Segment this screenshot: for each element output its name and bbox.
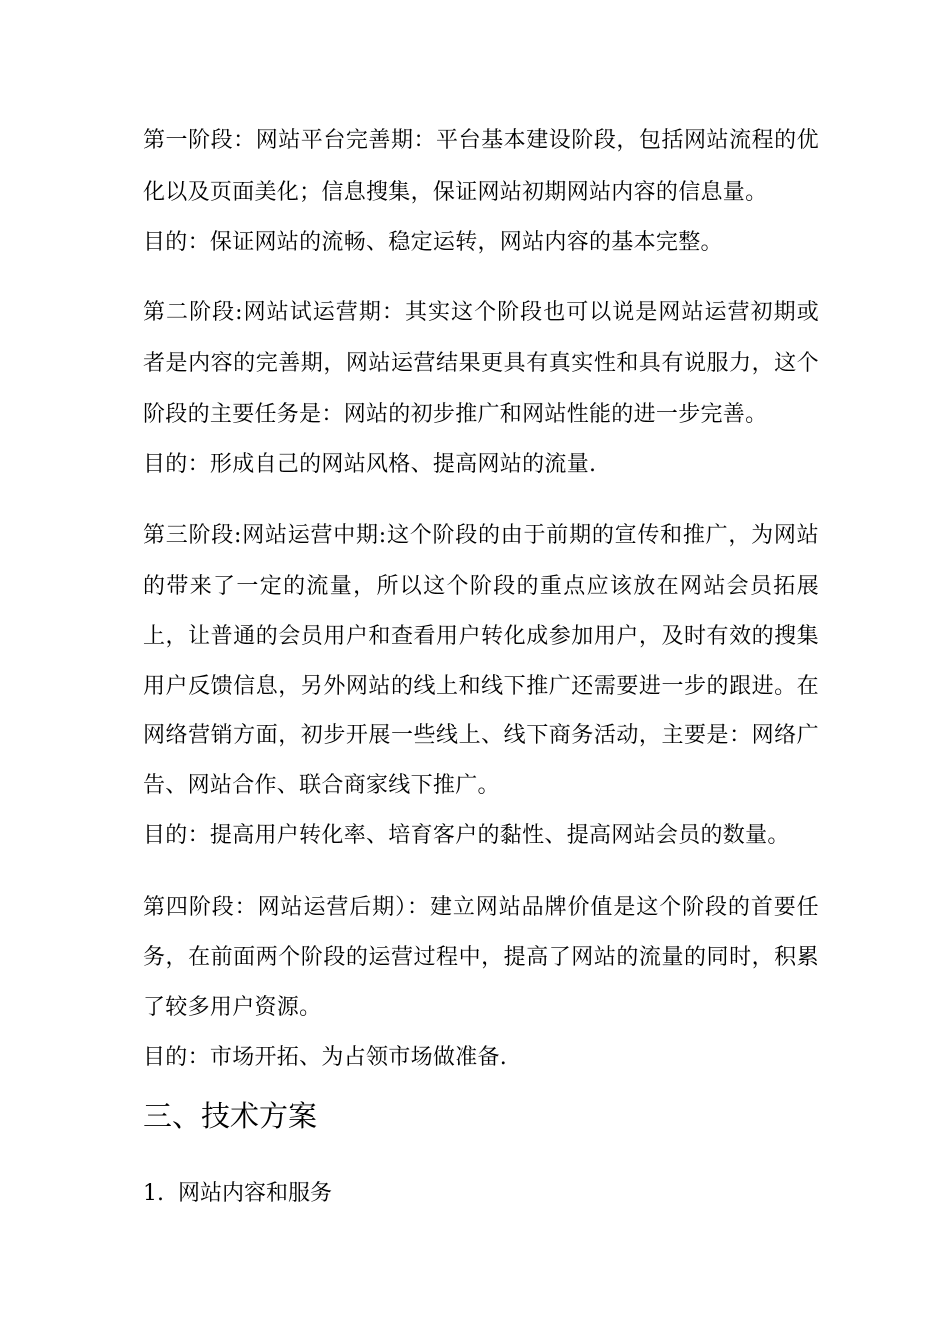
section-heading: 三、技术方案 <box>143 1099 318 1133</box>
stage-2-line-1: 第二阶段:网站试运营期：其实这个阶段也可以说是网站运营初期或 <box>143 300 819 325</box>
stage-1-line-1: 第一阶段：网站平台完善期：平台基本建设阶段，包括网站流程的优 <box>143 128 819 153</box>
stage-4-line-3: 了较多用户资源。 <box>143 995 322 1020</box>
stage-3-line-2: 的带来了一定的流量，所以这个阶段的重点应该放在网站会员拓展 <box>143 574 819 599</box>
stage-4-line-2: 务，在前面两个阶段的运营过程中，提高了网站的流量的同时，积累 <box>143 945 819 970</box>
stage-2-line-2: 者是内容的完善期，网站运营结果更具有真实性和具有说服力，这个 <box>143 351 819 376</box>
stage-3-goal: 目的：提高用户转化率、培育客户的黏性、提高网站会员的数量。 <box>143 823 790 848</box>
stage-3-line-1: 第三阶段:网站运营中期:这个阶段的由于前期的宣传和推广，为网站 <box>143 523 819 548</box>
stage-2-goal: 目的：形成自己的网站风格、提高网站的流量. <box>143 452 597 477</box>
stage-3-line-4: 用户反馈信息，另外网站的线上和线下推广还需要进一步的跟进。在 <box>143 674 819 699</box>
stage-4-line-1: 第四阶段：网站运营后期）：建立网站品牌价值是这个阶段的首要任 <box>143 895 819 920</box>
stage-4-goal: 目的：市场开拓、为占领市场做准备. <box>143 1045 508 1070</box>
stage-2-line-3: 阶段的主要任务是：网站的初步推广和网站性能的进一步完善。 <box>143 402 768 427</box>
subsection-heading: 1. 网站内容和服务 <box>143 1181 332 1206</box>
stage-3-line-5: 网络营销方面，初步开展一些线上、线下商务活动，主要是：网络广 <box>143 723 819 748</box>
stage-1-line-2: 化以及页面美化；信息搜集，保证网站初期网站内容的信息量。 <box>143 180 768 205</box>
stage-3-line-3: 上，让普通的会员用户和查看用户转化成参加用户，及时有效的搜集 <box>143 624 819 649</box>
stage-3-line-6: 告、网站合作、联合商家线下推广。 <box>143 773 500 798</box>
stage-1-goal: 目的：保证网站的流畅、稳定运转，网站内容的基本完整。 <box>143 230 723 255</box>
